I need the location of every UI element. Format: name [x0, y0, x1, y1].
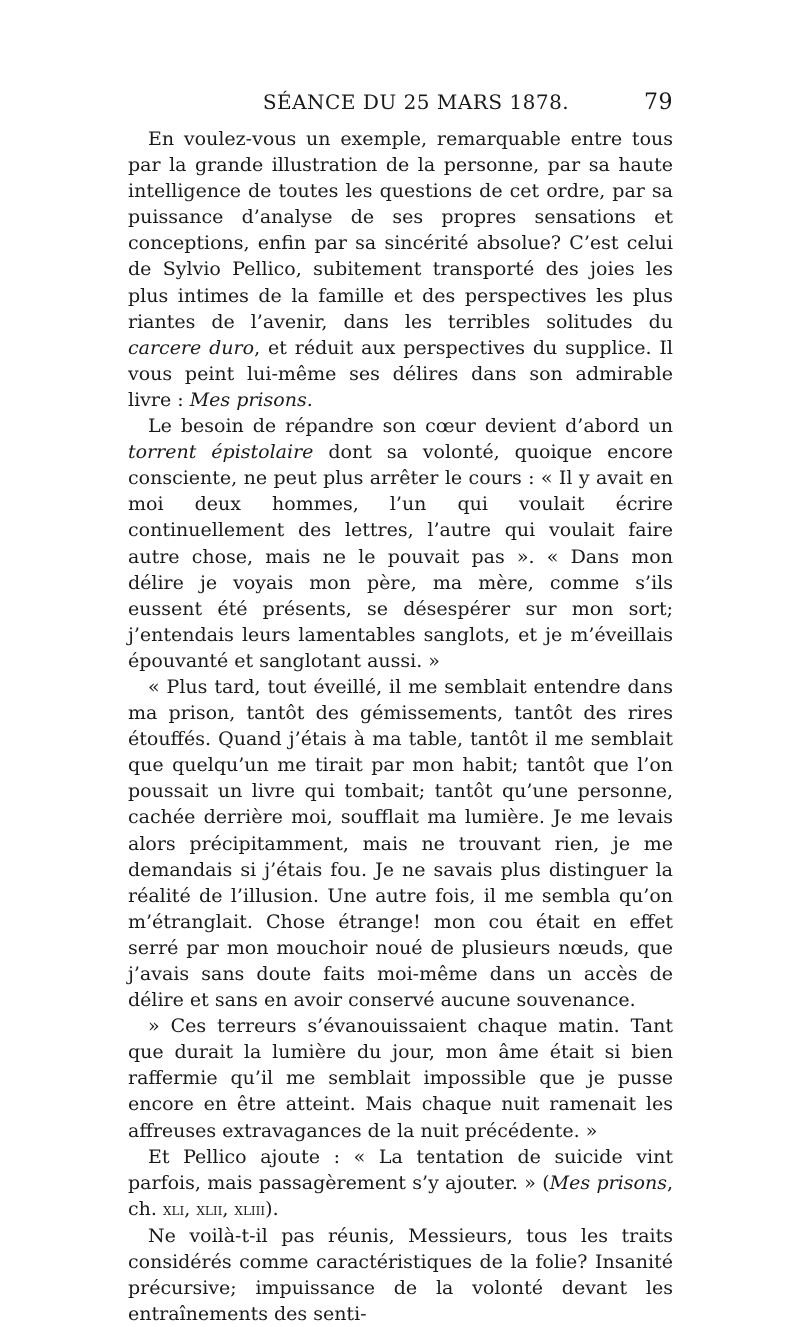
book-page: [128, 90, 673, 1327]
body-text: [128, 126, 673, 1327]
italic-text: carcere duro: [128, 336, 255, 359]
text-run: , et réduit aux perspectives du supplice. Il vous peint lui-même ses délires dans son admirable livre :: [128, 336, 673, 411]
text-run: dont sa volonté, quoique encore consciente, ne peut plus arrêter le cours : « Il y avait en moi deux hommes, l’un qui voulait écrire continuellement des lettres, l’autre qui voulait faire autre chose, mais ne le pouvait pas ». « Dans mon délire je voyais mon père, ma mère, comme s’ils eussent été présents, se désespérer sur mon sort; j’entendais leurs lamentables sanglots, et je m’éveillais épouvanté et sanglotant aussi. »: [128, 441, 673, 672]
page-header: [128, 90, 673, 126]
chapter-numeral: xli: [162, 1199, 185, 1220]
paragraph: [128, 126, 673, 413]
text-run: Ne voilà-t-il pas réunis, Messieurs, tous les traits considérés comme caractéristiques de la folie? Insanité précursive; impuissance de la volonté devant les entraînements des senti-: [128, 1224, 673, 1326]
running-title: SÉANCE DU 25 MARS 1878.: [262, 90, 570, 114]
text-run: Et Pellico ajoute : « La tentation de suicide vint parfois, mais passagèrement s’y ajouter. » (: [128, 1145, 673, 1194]
paragraph: [128, 413, 673, 674]
chapter-numeral: xlii: [196, 1199, 223, 1220]
paragraph: [128, 674, 673, 1013]
paragraph: [128, 1223, 673, 1327]
italic-text: torrent épistolaire: [128, 441, 314, 464]
paragraph: [128, 1013, 673, 1143]
text-run: » Ces terreurs s’évanouissaient chaque matin. Tant que durait la lumière du jour, mon âme était si bien raffermie qu’il me semblait impossible que je pusse encore en être atteint. Mais chaque nuit ramenait les affreuses extravagances de la nuit précédente. »: [128, 1015, 673, 1142]
text-run: Le besoin de répandre son cœur devient d’abord un: [148, 415, 673, 438]
paragraph: [128, 1144, 673, 1223]
italic-text: Mes prisons.: [189, 388, 313, 411]
italic-text: Mes prisons: [549, 1171, 667, 1194]
text-run: , ch.: [128, 1171, 673, 1220]
text-run: ,: [222, 1197, 235, 1220]
text-run: « Plus tard, tout éveillé, il me semblait entendre dans ma prison, tantôt des gémissements, tantôt des rires étouffés. Quand j’étais à ma table, tantôt il me semblait que quelqu’un me tirait par mon habit; tantôt que l’on poussait un livre qui tombait; tantôt qu’une personne, cachée derrière moi, soufflait ma lumière. Je me levais alors précipitamment, mais ne trouvant rien, je me demandais si j’étais fou. Je ne savais plus distinguer la réalité de l’illusion. Une autre fois, il me sembla qu’on m’étranglait. Chose étrange! mon cou était en effet serré par mon mouchoir noué de plusieurs nœuds, que j’avais sans doute faits moi-même dans un accès de délire et sans en avoir conservé aucune souvenance.: [128, 675, 673, 1012]
chapter-numeral: xliii: [234, 1199, 266, 1220]
text-run: ).: [265, 1197, 279, 1220]
text-run: En voulez-vous un exemple, remarquable entre tous par la grande illustration de la personne, par sa haute intelligence de toutes les questions de cet ordre, par sa puissance d’analyse de ses propres sensations et conceptions, enfin par sa sincérité absolue? C’est celui de Sylvio Pellico, subitement transporté des joies les plus intimes de la famille et des perspectives les plus riantes de l’avenir, dans les terribles solitudes du: [128, 128, 673, 333]
page-number: 79: [644, 90, 673, 115]
text-run: ,: [184, 1197, 197, 1220]
